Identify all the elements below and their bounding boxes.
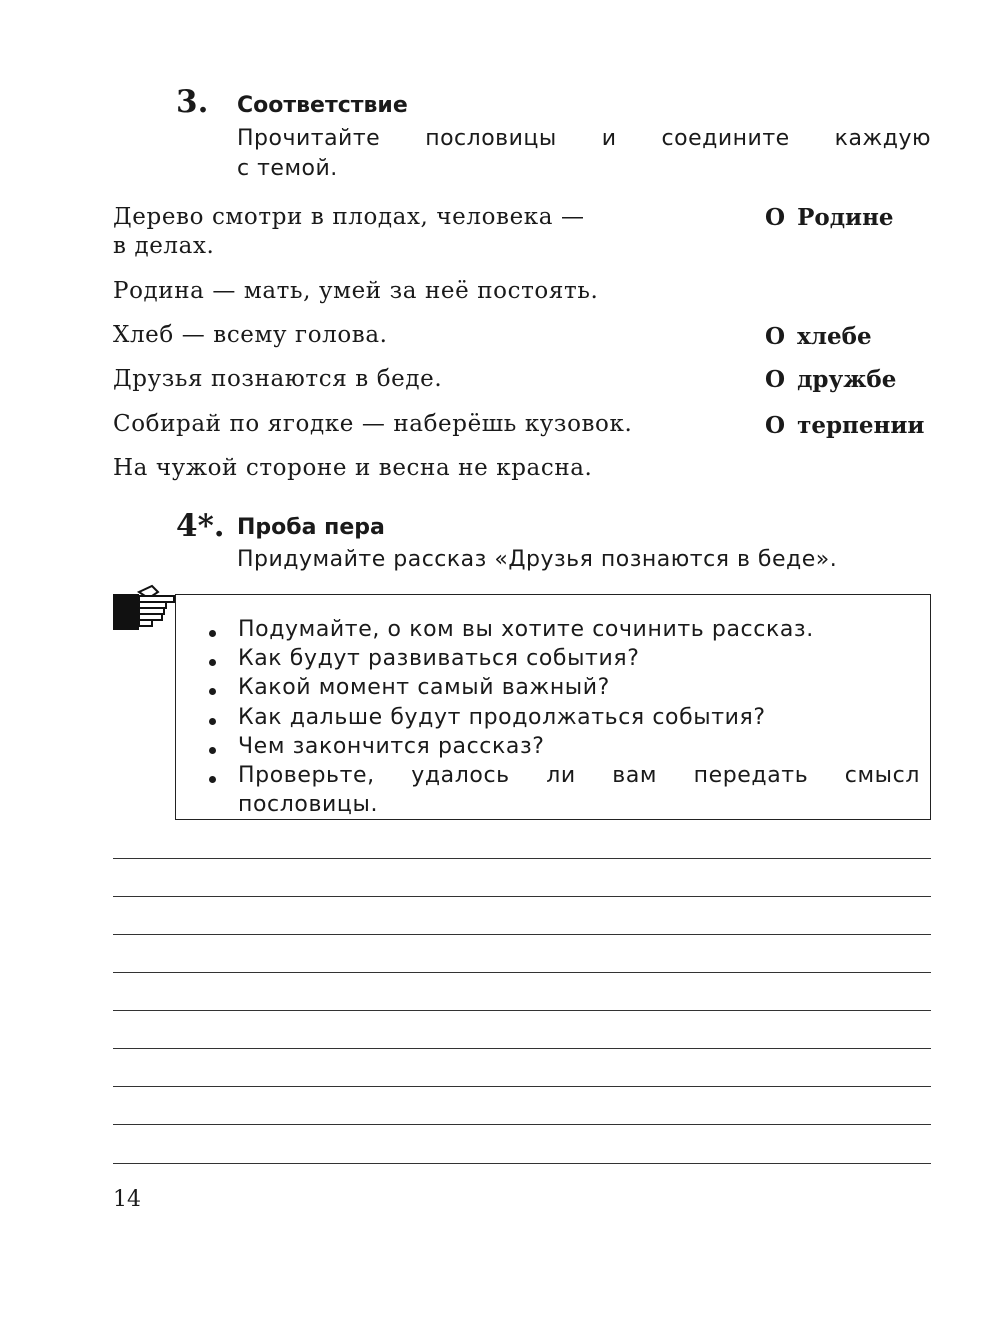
bullet-icon bbox=[209, 688, 216, 695]
writing-line[interactable] bbox=[113, 1010, 931, 1011]
pointing-hand-icon bbox=[112, 580, 176, 632]
proverb-5: Собирай по ягодке — наберёшь кузовок. bbox=[113, 411, 633, 437]
task-3-number: 3. bbox=[176, 84, 209, 120]
writing-line[interactable] bbox=[113, 972, 931, 973]
theme-marker[interactable]: О bbox=[765, 323, 786, 350]
bullet-icon bbox=[209, 747, 216, 754]
page-number: 14 bbox=[113, 1187, 141, 1212]
theme-patience[interactable] bbox=[765, 412, 924, 439]
task-3-instruction-line2: с темой. bbox=[237, 156, 338, 181]
task-3-title: Соответствие bbox=[237, 93, 408, 118]
tip-item-4: Как дальше будут продолжаться события? bbox=[238, 705, 766, 730]
theme-label: хлебе bbox=[797, 323, 872, 350]
tip-list bbox=[204, 605, 922, 815]
theme-friendship[interactable] bbox=[765, 366, 896, 393]
theme-label: дружбе bbox=[797, 366, 897, 393]
theme-marker[interactable]: О bbox=[765, 412, 786, 439]
proverb-1: Дерево смотри в плодах, человека — bbox=[113, 204, 585, 230]
writing-line[interactable] bbox=[113, 858, 931, 859]
tip-item-1: Подумайте, о ком вы хотите сочинить рассказ. bbox=[238, 617, 814, 642]
tip-item-5: Чем закончится рассказ? bbox=[238, 734, 545, 759]
task-4-instruction: Придумайте рассказ «Друзья познаются в беде». bbox=[237, 547, 838, 572]
tip-box bbox=[175, 594, 931, 820]
writing-line[interactable] bbox=[113, 934, 931, 935]
writing-line[interactable] bbox=[113, 1163, 931, 1164]
theme-marker[interactable]: О bbox=[765, 366, 786, 393]
task-4-title: Проба пера bbox=[237, 515, 385, 540]
proverb-3: Хлеб — всему голова. bbox=[113, 322, 388, 348]
task-3-instruction-line1: Прочитайте пословицы и соедините каждую bbox=[237, 126, 931, 151]
bullet-icon bbox=[209, 718, 216, 725]
tip-item-3: Какой момент самый важный? bbox=[238, 675, 610, 700]
bullet-icon bbox=[209, 659, 216, 666]
theme-motherland[interactable] bbox=[765, 204, 894, 231]
theme-marker[interactable]: О bbox=[765, 204, 786, 231]
tip-item-6-continued: пословицы. bbox=[238, 792, 379, 817]
theme-label: Родине bbox=[797, 204, 894, 231]
task-4-number: 4*. bbox=[176, 508, 225, 544]
tip-item-2: Как будут развиваться события? bbox=[238, 646, 640, 671]
writing-line[interactable] bbox=[113, 1086, 931, 1087]
proverb-4: Друзья познаются в беде. bbox=[113, 366, 443, 392]
tip-item-6: Проверьте, удалось ли вам передать смысл bbox=[238, 763, 920, 788]
theme-bread[interactable] bbox=[765, 323, 872, 350]
proverb-2: Родина — мать, умей за неё постоять. bbox=[113, 278, 599, 304]
writing-line[interactable] bbox=[113, 1124, 931, 1125]
bullet-icon bbox=[209, 776, 216, 783]
bullet-icon bbox=[209, 630, 216, 637]
proverb-6: На чужой стороне и весна не красна. bbox=[113, 455, 593, 481]
theme-label: терпении bbox=[797, 412, 925, 439]
writing-line[interactable] bbox=[113, 1048, 931, 1049]
writing-line[interactable] bbox=[113, 896, 931, 897]
proverb-1-continued: в делах. bbox=[113, 233, 215, 259]
